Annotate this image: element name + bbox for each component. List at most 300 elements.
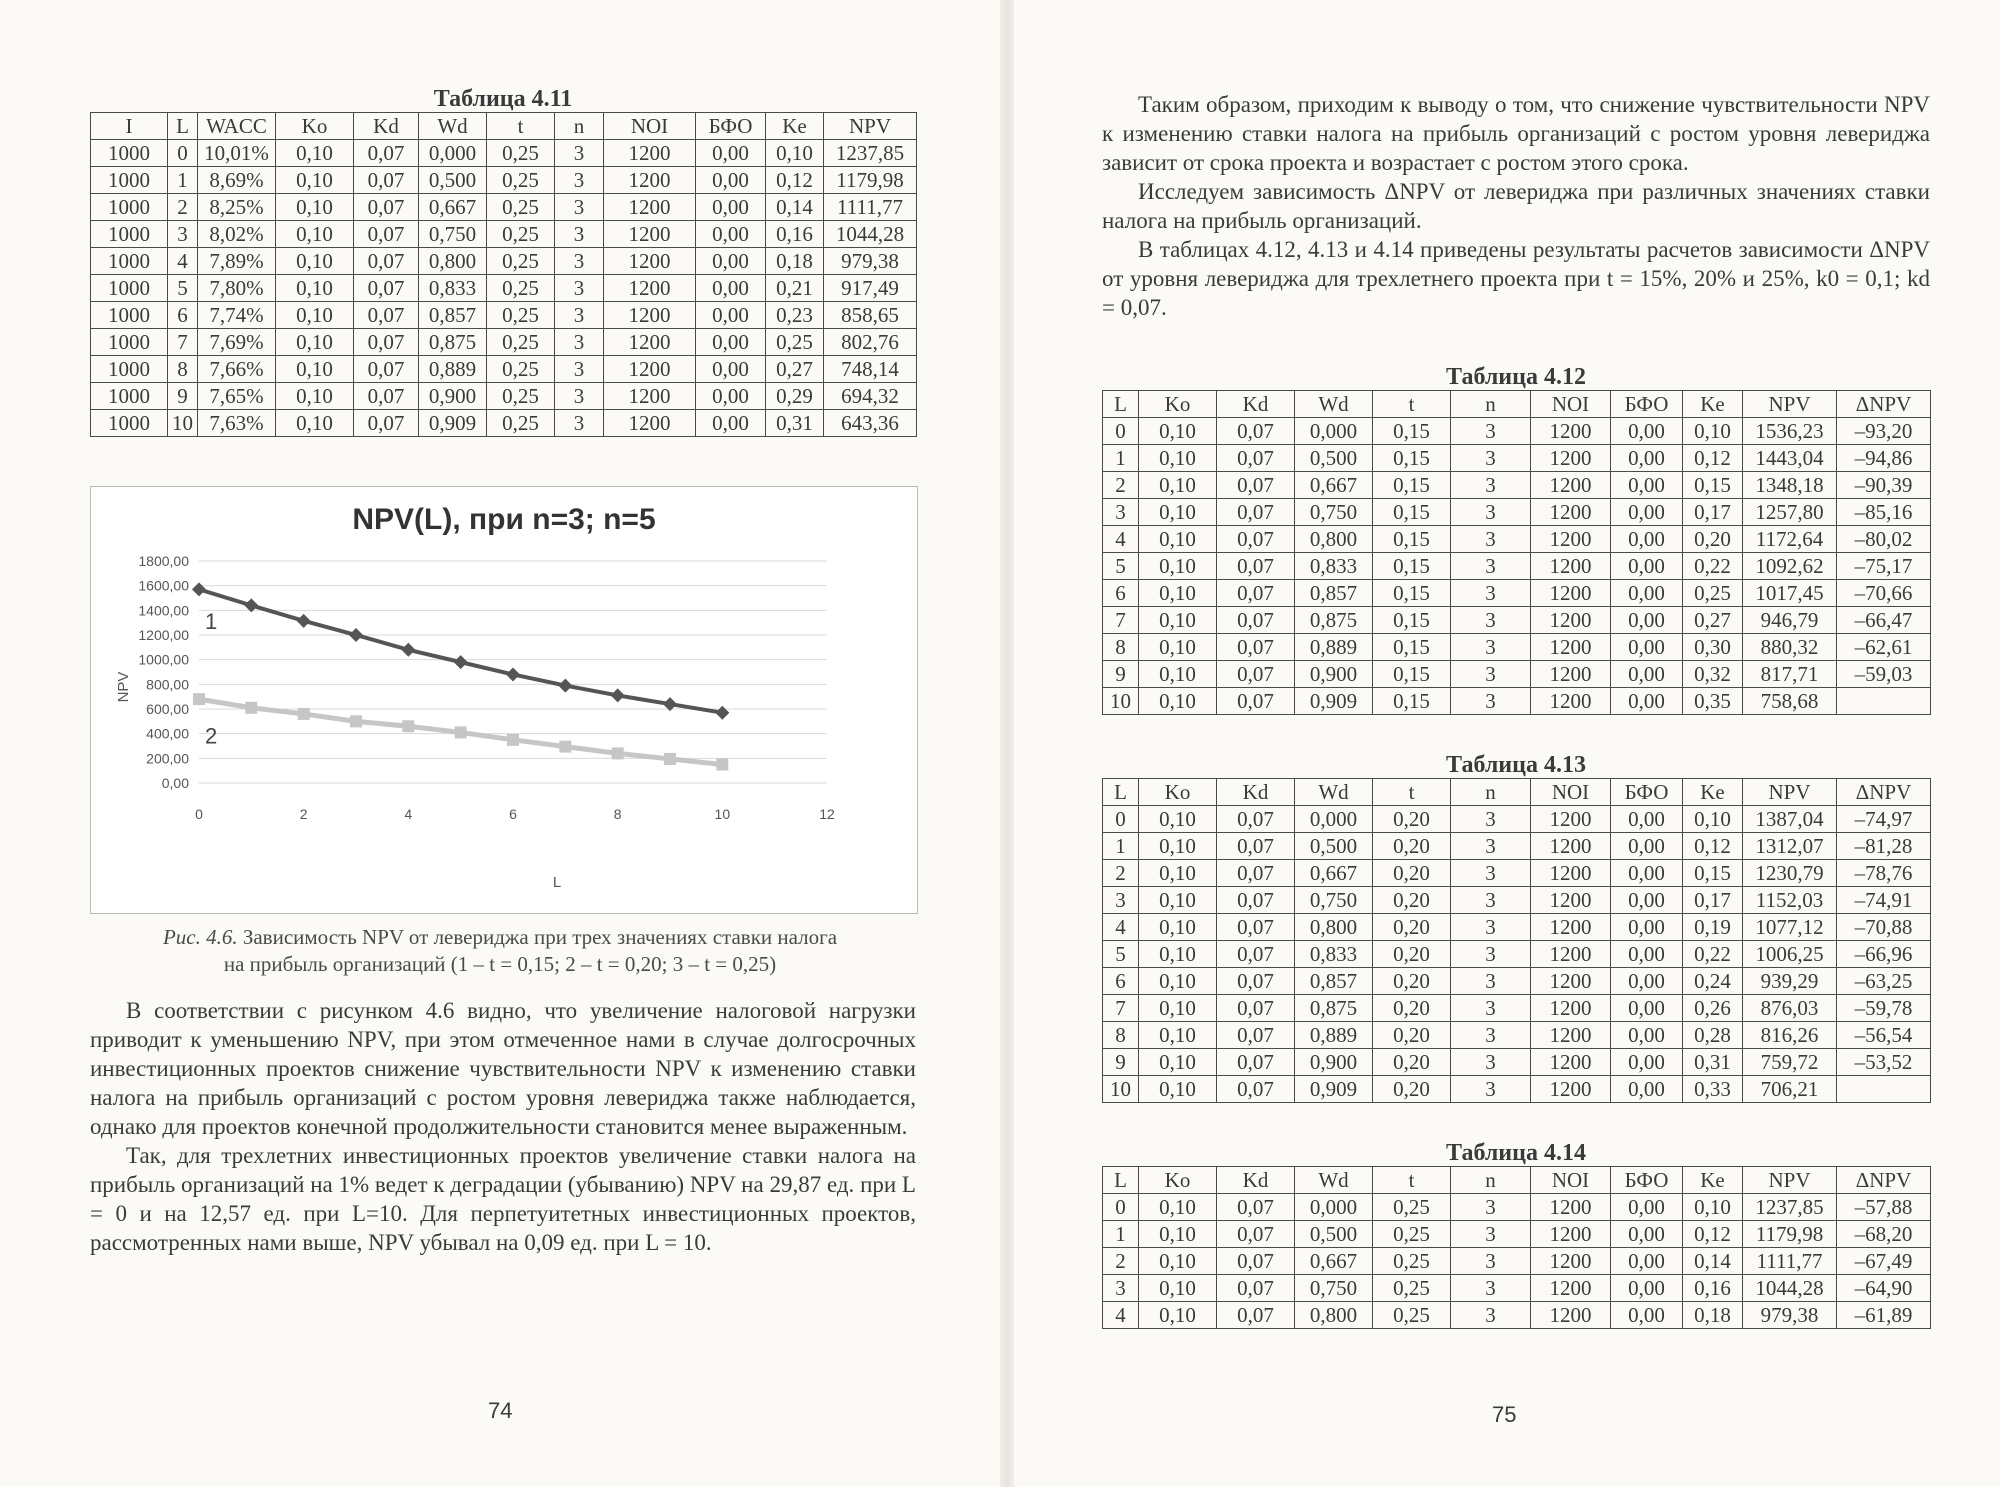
- figure-caption-line1: Зависимость NPV от левериджа при трех значениях ставки налога: [242, 925, 838, 949]
- table-cell: 0,00: [1611, 1049, 1683, 1076]
- table-cell: 0,16: [1683, 1275, 1743, 1302]
- y-tick-label: 1200,00: [138, 627, 189, 643]
- table-cell: –59,78: [1837, 995, 1931, 1022]
- table-cell: 3: [1451, 418, 1531, 445]
- series-label: 1: [205, 608, 218, 634]
- table-cell: 1200: [1531, 580, 1611, 607]
- table-cell: 0,07: [1217, 580, 1295, 607]
- table-cell: 0,10: [1139, 418, 1217, 445]
- table-cell: 0,20: [1373, 941, 1451, 968]
- table-cell: 10,01%: [198, 140, 276, 167]
- table-row: [1103, 887, 1931, 914]
- table-cell: 7,65%: [198, 383, 276, 410]
- column-header: I: [91, 113, 168, 140]
- npv-chart: [90, 486, 918, 914]
- table-cell: 1200: [1531, 418, 1611, 445]
- table-row: [1103, 553, 1931, 580]
- column-header: Ko: [276, 113, 354, 140]
- table-cell: 939,29: [1743, 968, 1837, 995]
- table-cell: 0: [1103, 1194, 1139, 1221]
- table-cell: 1000: [91, 383, 168, 410]
- table-cell: 0,900: [1295, 1049, 1373, 1076]
- data-point: [192, 582, 206, 596]
- table-cell: 0,500: [1295, 445, 1373, 472]
- table-cell: 0,25: [487, 329, 555, 356]
- table-cell: 9: [1103, 661, 1139, 688]
- column-header: Kd: [1217, 391, 1295, 418]
- table-cell: 0,10: [1139, 1076, 1217, 1103]
- figure-caption-line2: на прибыль организаций (1 – t = 0,15; 2 – t = 0,20; 3 – t = 0,25): [223, 952, 777, 976]
- table-cell: 0,07: [1217, 1022, 1295, 1049]
- table-cell: –70,88: [1837, 914, 1931, 941]
- table-row: [91, 356, 917, 383]
- table-cell: 1200: [1531, 688, 1611, 715]
- table-cell: 0,25: [766, 329, 824, 356]
- table-cell: 3: [555, 140, 604, 167]
- table-cell: 3: [1451, 553, 1531, 580]
- table-cell: 0,00: [1611, 445, 1683, 472]
- table-cell: 0,29: [766, 383, 824, 410]
- table-cell: 0,15: [1373, 634, 1451, 661]
- table-cell: 0,31: [766, 410, 824, 437]
- table-cell: 1000: [91, 356, 168, 383]
- table-cell: 0,15: [1373, 580, 1451, 607]
- table-cell: 0,10: [276, 248, 354, 275]
- table-cell: 0,07: [354, 329, 419, 356]
- table-cell: 1200: [604, 194, 696, 221]
- column-header: NOI: [1531, 779, 1611, 806]
- table-cell: 3: [1451, 499, 1531, 526]
- data-point: [401, 643, 415, 657]
- table-cell: 0,875: [1295, 995, 1373, 1022]
- y-tick-label: 400,00: [146, 725, 189, 742]
- table-row: [91, 302, 917, 329]
- table-cell: 0,07: [1217, 1194, 1295, 1221]
- table-cell: –67,49: [1837, 1248, 1931, 1275]
- table-cell: 1348,18: [1743, 472, 1837, 499]
- table-cell: 1092,62: [1743, 553, 1837, 580]
- table-cell: 0,00: [1611, 661, 1683, 688]
- table-row: [1103, 472, 1931, 499]
- table-row: [1103, 968, 1931, 995]
- table-cell: 3: [168, 221, 198, 248]
- table-cell: 0,20: [1683, 526, 1743, 553]
- table-cell: 1200: [604, 167, 696, 194]
- table-cell: 0,20: [1373, 968, 1451, 995]
- column-header: NPV: [1743, 1167, 1837, 1194]
- table-cell: 0,10: [1139, 661, 1217, 688]
- table-cell: 0,07: [1217, 887, 1295, 914]
- table-cell: 0,07: [1217, 1302, 1295, 1329]
- column-header: NPV: [824, 113, 917, 140]
- table-cell: –70,66: [1837, 580, 1931, 607]
- table-cell: 0,00: [1611, 860, 1683, 887]
- paragraph: Исследуем зависимость ΔNPV от левериджа при различных значениях ставки налога на прибыль организаций.: [1102, 179, 1930, 233]
- data-point: [612, 747, 624, 759]
- table-cell: 0,07: [354, 275, 419, 302]
- table-cell: 1200: [1531, 941, 1611, 968]
- table-cell: 0,25: [1373, 1194, 1451, 1221]
- table-cell: 6: [1103, 968, 1139, 995]
- table-cell: 0,15: [1683, 472, 1743, 499]
- table-cell: 0,10: [276, 167, 354, 194]
- column-header: БФО: [1611, 391, 1683, 418]
- table-cell: 0,07: [354, 167, 419, 194]
- table-cell: –94,86: [1837, 445, 1931, 472]
- table-cell: 0,07: [1217, 418, 1295, 445]
- table-cell: 3: [1451, 526, 1531, 553]
- table-cell: 3: [1451, 914, 1531, 941]
- table-cell: 0,00: [1611, 1076, 1683, 1103]
- table-cell: 1536,23: [1743, 418, 1837, 445]
- column-header: t: [487, 113, 555, 140]
- table-cell: 3: [1451, 833, 1531, 860]
- table-cell: 0,875: [1295, 607, 1373, 634]
- table-cell: 1200: [1531, 499, 1611, 526]
- table-cell: 0,20: [1373, 1022, 1451, 1049]
- table-cell: –64,90: [1837, 1275, 1931, 1302]
- table-cell: 979,38: [1743, 1302, 1837, 1329]
- table-cell: 0,25: [487, 356, 555, 383]
- column-header: Ke: [1683, 1167, 1743, 1194]
- y-tick-label: 600,00: [146, 701, 189, 717]
- table-cell: 0,20: [1373, 806, 1451, 833]
- left-body-text: [90, 996, 916, 1257]
- table-cell: 0,25: [487, 275, 555, 302]
- table-cell: 1: [1103, 1221, 1139, 1248]
- table-cell: 1111,77: [824, 194, 917, 221]
- table-cell: 3: [555, 356, 604, 383]
- table-cell: –85,16: [1837, 499, 1931, 526]
- table-cell: 1172,64: [1743, 526, 1837, 553]
- table-row: [1103, 1194, 1931, 1221]
- table-cell: 0,10: [1683, 806, 1743, 833]
- data-point: [559, 741, 571, 753]
- table-cell: 0,16: [766, 221, 824, 248]
- table-cell: 1200: [1531, 887, 1611, 914]
- table-cell: 0,07: [1217, 472, 1295, 499]
- table-cell: 0,667: [419, 194, 487, 221]
- table-cell: 876,03: [1743, 995, 1837, 1022]
- table-cell: 1387,04: [1743, 806, 1837, 833]
- table-row: [1103, 499, 1931, 526]
- table-cell: 0,889: [1295, 1022, 1373, 1049]
- table-cell: 1179,98: [1743, 1221, 1837, 1248]
- right-intro-text: [1102, 90, 1930, 322]
- table-cell: 0,00: [696, 356, 766, 383]
- table-cell: 3: [1451, 688, 1531, 715]
- table-cell: 0,07: [354, 302, 419, 329]
- table-row: [1103, 418, 1931, 445]
- table-cell: 3: [1451, 472, 1531, 499]
- table-cell: 0,10: [276, 221, 354, 248]
- table-cell: –61,89: [1837, 1302, 1931, 1329]
- table-cell: 7: [1103, 995, 1139, 1022]
- table-cell: 3: [555, 329, 604, 356]
- table-cell: 0,10: [276, 410, 354, 437]
- x-tick-label: 10: [714, 806, 731, 822]
- table-cell: 0,19: [1683, 914, 1743, 941]
- table-cell: 0,00: [1611, 1221, 1683, 1248]
- figure-caption: [100, 924, 900, 978]
- table-cell: 0,10: [276, 356, 354, 383]
- table-cell: 0,12: [1683, 445, 1743, 472]
- table-cell: 1200: [1531, 914, 1611, 941]
- table-cell: 0,10: [1139, 499, 1217, 526]
- table-cell: 0,27: [1683, 607, 1743, 634]
- table-cell: –62,61: [1837, 634, 1931, 661]
- table-row: [1103, 607, 1931, 634]
- table-cell: 4: [1103, 914, 1139, 941]
- table-cell: 9: [168, 383, 198, 410]
- table-cell: 1000: [91, 140, 168, 167]
- column-header: Kd: [354, 113, 419, 140]
- column-header: L: [1103, 779, 1139, 806]
- table-cell: 0,15: [1373, 553, 1451, 580]
- table-cell: 3: [555, 248, 604, 275]
- table-cell: 0,20: [1373, 995, 1451, 1022]
- table-cell: 0,22: [1683, 941, 1743, 968]
- table-cell: 3: [555, 410, 604, 437]
- page-number: 75: [1492, 1402, 1517, 1427]
- table-cell: 3: [555, 275, 604, 302]
- table-cell: 1237,85: [824, 140, 917, 167]
- data-point: [558, 679, 572, 693]
- table-cell: 0,667: [1295, 472, 1373, 499]
- table-row: [1103, 688, 1931, 715]
- table-cell: 0,10: [1139, 806, 1217, 833]
- table-cell: 706,21: [1743, 1076, 1837, 1103]
- table-cell: 880,32: [1743, 634, 1837, 661]
- table-cell: 0,00: [696, 302, 766, 329]
- table-cell: –56,54: [1837, 1022, 1931, 1049]
- column-header: Ko: [1139, 391, 1217, 418]
- table-cell: 0,00: [1611, 1302, 1683, 1329]
- data-point: [507, 734, 519, 746]
- table-cell: 1200: [1531, 1076, 1611, 1103]
- column-header: n: [1451, 1167, 1531, 1194]
- table-cell: 0,889: [1295, 634, 1373, 661]
- column-header: Wd: [1295, 1167, 1373, 1194]
- table-row: [1103, 1022, 1931, 1049]
- table-cell: 0,24: [1683, 968, 1743, 995]
- table-cell: 0,00: [1611, 688, 1683, 715]
- table-cell: 0,10: [1139, 472, 1217, 499]
- table-cell: 1200: [604, 140, 696, 167]
- table-cell: 0,800: [1295, 526, 1373, 553]
- table-cell: 1044,28: [1743, 1275, 1837, 1302]
- table-cell: 0,07: [1217, 634, 1295, 661]
- table-row: [1103, 914, 1931, 941]
- column-header: NOI: [604, 113, 696, 140]
- table-cell: –63,25: [1837, 968, 1931, 995]
- table-cell: 0,833: [1295, 553, 1373, 580]
- table-cell: 3: [1451, 607, 1531, 634]
- figure-caption-label: Рис. 4.6.: [162, 925, 238, 949]
- table-4-13: [1102, 778, 1931, 1103]
- table-cell: 0,750: [419, 221, 487, 248]
- table-cell: 0,07: [1217, 499, 1295, 526]
- table-cell: 1000: [91, 221, 168, 248]
- table-cell: 1000: [91, 275, 168, 302]
- table-cell: 0,00: [1611, 607, 1683, 634]
- table-cell: 0,07: [1217, 833, 1295, 860]
- table-cell: 0,15: [1373, 445, 1451, 472]
- column-header: Ke: [1683, 391, 1743, 418]
- table-row: [91, 221, 917, 248]
- table-cell: 0,17: [1683, 887, 1743, 914]
- table-cell: 816,26: [1743, 1022, 1837, 1049]
- table-cell: 3: [1451, 887, 1531, 914]
- table-cell: 0,07: [1217, 526, 1295, 553]
- book-gutter: [1000, 0, 1014, 1487]
- table-row: [1103, 1248, 1931, 1275]
- table-cell: 0,07: [1217, 661, 1295, 688]
- table-cell: 0,10: [1139, 688, 1217, 715]
- table-cell: 0,00: [1611, 499, 1683, 526]
- table-cell: 1200: [1531, 968, 1611, 995]
- table-cell: 0,909: [1295, 1076, 1373, 1103]
- table-cell: 1200: [604, 383, 696, 410]
- table-cell: 0,07: [354, 221, 419, 248]
- table-cell: 1000: [91, 194, 168, 221]
- table-cell: 6: [168, 302, 198, 329]
- column-header: Kd: [1217, 779, 1295, 806]
- table-cell: 8: [1103, 634, 1139, 661]
- table-cell: 0,857: [1295, 968, 1373, 995]
- table-cell: 1077,12: [1743, 914, 1837, 941]
- table-cell: 1006,25: [1743, 941, 1837, 968]
- table-row: [91, 194, 917, 221]
- table-cell: 0,500: [1295, 833, 1373, 860]
- table-cell: 0,15: [1373, 418, 1451, 445]
- table-row: [1103, 1049, 1931, 1076]
- x-tick-label: 12: [819, 806, 835, 822]
- table-cell: 0,07: [1217, 968, 1295, 995]
- table-row: [91, 275, 917, 302]
- data-point: [245, 702, 257, 714]
- table-cell: 0,00: [696, 194, 766, 221]
- table-cell: 0,00: [1611, 1194, 1683, 1221]
- table-cell: 0,25: [487, 383, 555, 410]
- table-cell: 0,12: [1683, 1221, 1743, 1248]
- table-cell: 0,00: [1611, 806, 1683, 833]
- table-row: [1103, 941, 1931, 968]
- table-cell: 0,22: [1683, 553, 1743, 580]
- column-header: n: [1451, 779, 1531, 806]
- table-cell: 0,000: [1295, 806, 1373, 833]
- table-cell: 0,27: [766, 356, 824, 383]
- table-cell: 3: [1451, 1275, 1531, 1302]
- table-cell: 7: [168, 329, 198, 356]
- column-header: БФО: [1611, 1167, 1683, 1194]
- table-cell: 0,10: [276, 329, 354, 356]
- table-cell: 0,10: [1139, 1248, 1217, 1275]
- data-point: [455, 726, 467, 738]
- table-cell: 0,900: [419, 383, 487, 410]
- table-row: [1103, 580, 1931, 607]
- table-row: [1103, 1076, 1931, 1103]
- table-cell: 0,14: [1683, 1248, 1743, 1275]
- table-cell: 2: [1103, 472, 1139, 499]
- table-cell: 0,20: [1373, 914, 1451, 941]
- table-row: [1103, 995, 1931, 1022]
- table-cell: 5: [1103, 941, 1139, 968]
- table-cell: 0,15: [1373, 661, 1451, 688]
- table-cell: 0,18: [766, 248, 824, 275]
- table-cell: 0,07: [354, 356, 419, 383]
- table-row: [1103, 634, 1931, 661]
- table-cell: 0,900: [1295, 661, 1373, 688]
- table-cell: 0,07: [1217, 806, 1295, 833]
- table-cell: 0,10: [1139, 1221, 1217, 1248]
- table-cell: 0,21: [766, 275, 824, 302]
- table-cell: 0,00: [1611, 833, 1683, 860]
- table-cell: 1200: [604, 221, 696, 248]
- data-point: [506, 667, 520, 681]
- table-cell: 1200: [604, 248, 696, 275]
- table-header-row: [1103, 779, 1931, 806]
- table-cell: 0,07: [1217, 995, 1295, 1022]
- table-cell: 0,00: [696, 221, 766, 248]
- table-cell: 0,33: [1683, 1076, 1743, 1103]
- table-cell: 7,89%: [198, 248, 276, 275]
- table-cell: 3: [1451, 1076, 1531, 1103]
- column-header: t: [1373, 391, 1451, 418]
- table-cell: 0,10: [1139, 833, 1217, 860]
- right-page: [1014, 0, 2000, 1487]
- table-cell: 0,00: [696, 329, 766, 356]
- table-cell: 1200: [1531, 445, 1611, 472]
- table-cell: 7: [1103, 607, 1139, 634]
- table-cell: 0,15: [1373, 688, 1451, 715]
- table-4-14-caption: Таблица 4.14: [1446, 1140, 1586, 1166]
- table-cell: –59,03: [1837, 661, 1931, 688]
- table-cell: 0,07: [354, 194, 419, 221]
- table-cell: 1237,85: [1743, 1194, 1837, 1221]
- table-cell: 1200: [1531, 1049, 1611, 1076]
- table-cell: 0: [1103, 418, 1139, 445]
- table-row: [91, 329, 917, 356]
- table-cell: 0,15: [1373, 472, 1451, 499]
- table-cell: 1200: [604, 356, 696, 383]
- table-cell: 0,909: [1295, 688, 1373, 715]
- table-cell: 0,500: [419, 167, 487, 194]
- table-cell: 0,25: [487, 194, 555, 221]
- table-cell: 1200: [1531, 1194, 1611, 1221]
- table-cell: –75,17: [1837, 553, 1931, 580]
- table-cell: 1200: [1531, 661, 1611, 688]
- column-header: n: [555, 113, 604, 140]
- table-cell: 4: [1103, 526, 1139, 553]
- table-cell: 3: [1451, 968, 1531, 995]
- table-cell: 1200: [604, 275, 696, 302]
- data-point: [193, 693, 205, 705]
- table-cell: 0,07: [354, 410, 419, 437]
- table-cell: 3: [555, 194, 604, 221]
- table-cell: 0,00: [1611, 887, 1683, 914]
- table-cell: 0,12: [766, 167, 824, 194]
- table-row: [1103, 806, 1931, 833]
- table-cell: 0,18: [1683, 1302, 1743, 1329]
- table-cell: 0,25: [487, 140, 555, 167]
- table-cell: 0,875: [419, 329, 487, 356]
- column-header: Wd: [1295, 779, 1373, 806]
- table-cell: 3: [1103, 499, 1139, 526]
- data-point: [297, 614, 311, 628]
- table-cell: 0,10: [276, 275, 354, 302]
- table-cell: –80,02: [1837, 526, 1931, 553]
